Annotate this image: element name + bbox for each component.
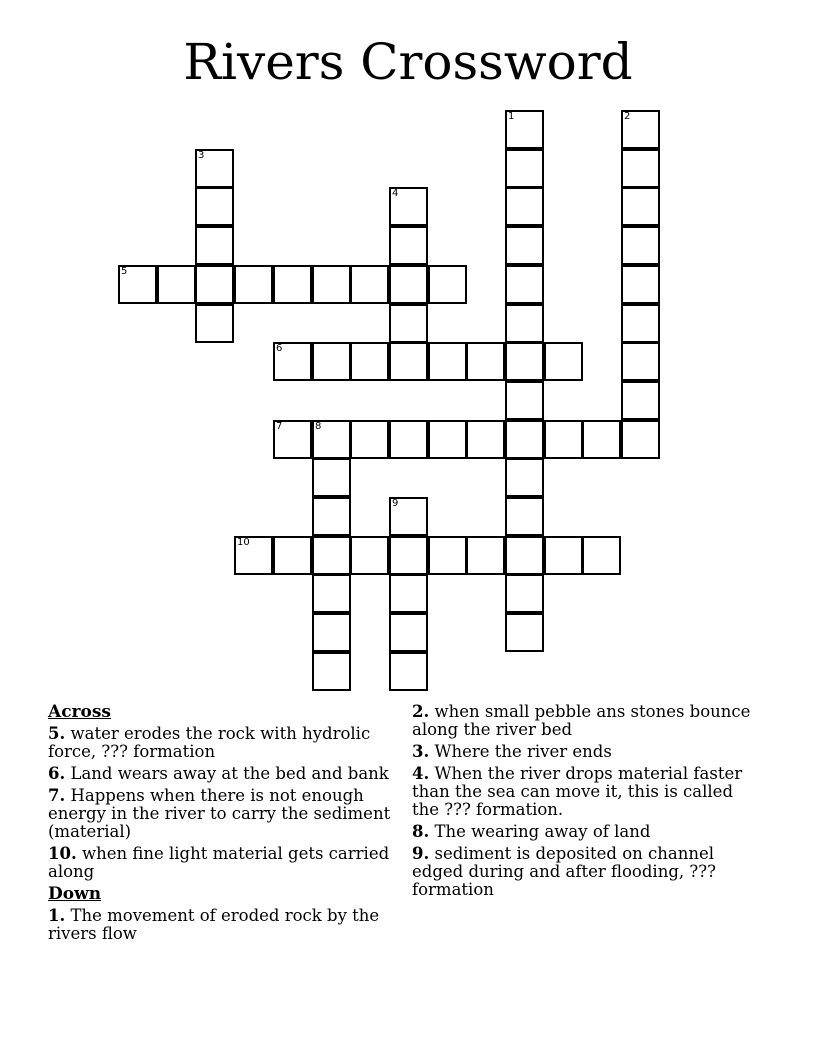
grid-cell[interactable] [621, 420, 660, 459]
clue-number: 2 [624, 111, 631, 122]
grid-cell[interactable] [195, 149, 234, 188]
grid-cell[interactable] [389, 265, 428, 304]
clue-number: 6 [276, 343, 283, 354]
grid-cell[interactable] [428, 536, 467, 575]
grid-cell[interactable] [505, 420, 544, 459]
grid-cell[interactable] [505, 458, 544, 497]
grid-cell[interactable] [582, 420, 621, 459]
grid-cell[interactable] [312, 652, 351, 691]
grid-cell[interactable] [350, 420, 389, 459]
clue-down-2: 2. when small pebble ans stones bounce along the river bed [412, 702, 751, 739]
grid-cell[interactable] [389, 652, 428, 691]
grid-cell[interactable] [505, 187, 544, 226]
grid-cell[interactable] [466, 536, 505, 575]
grid-cell[interactable] [312, 342, 351, 381]
grid-cell[interactable] [505, 381, 544, 420]
grid-cell[interactable] [350, 536, 389, 575]
grid-cell[interactable] [621, 342, 660, 381]
clue-number: 7 [276, 421, 283, 432]
grid-cell[interactable] [273, 342, 312, 381]
clue-number: 10 [237, 537, 250, 548]
across-heading: Across [48, 702, 111, 722]
grid-cell[interactable] [312, 420, 351, 459]
grid-cell[interactable] [234, 265, 273, 304]
clue-number: 5 [121, 266, 128, 277]
grid-cell[interactable] [195, 265, 234, 304]
grid-cell[interactable] [312, 265, 351, 304]
grid-cell[interactable] [389, 497, 428, 536]
grid-cell[interactable] [428, 265, 467, 304]
grid-cell[interactable] [312, 536, 351, 575]
clue-number: 3 [198, 150, 205, 161]
clue-down-1: 1. The movement of eroded rock by the rivers flow [48, 906, 380, 943]
grid-cell[interactable] [428, 342, 467, 381]
grid-cell[interactable] [505, 265, 544, 304]
grid-cell[interactable] [350, 342, 389, 381]
grid-cell[interactable] [621, 381, 660, 420]
grid-cell[interactable] [234, 536, 273, 575]
down-heading: Down [48, 884, 102, 904]
grid-cell[interactable] [621, 304, 660, 343]
grid-cell[interactable] [118, 265, 157, 304]
clue-across-5: 5. water erodes the rock with hydrolic force, ??? formation [48, 724, 371, 761]
clues-column-right [412, 703, 762, 903]
grid-cell[interactable] [157, 265, 196, 304]
grid-cell[interactable] [505, 226, 544, 265]
grid-cell[interactable] [389, 226, 428, 265]
clue-number: 1 [508, 111, 515, 122]
clue-across-10: 10. when fine light material gets carried along [48, 844, 390, 881]
clue-number: 4 [392, 188, 399, 199]
clue-down-4: 4. When the river drops material faster than the sea can move it, this is called the ??? formation. [412, 764, 743, 819]
clue-down-8: 8. The wearing away of land [412, 822, 651, 841]
grid-cell[interactable] [621, 187, 660, 226]
grid-cell[interactable] [544, 342, 583, 381]
grid-cell[interactable] [312, 458, 351, 497]
grid-cell[interactable] [582, 536, 621, 575]
grid-cell[interactable] [544, 420, 583, 459]
grid-cell[interactable] [273, 536, 312, 575]
grid-cell[interactable] [428, 420, 467, 459]
grid-cell[interactable] [505, 149, 544, 188]
grid-cell[interactable] [505, 536, 544, 575]
grid-cell[interactable] [505, 342, 544, 381]
clue-across-7: 7. Happens when there is not enough energy in the river to carry the sediment (material) [48, 786, 391, 841]
grid-cell[interactable] [621, 265, 660, 304]
grid-cell[interactable] [389, 613, 428, 652]
grid-cell[interactable] [389, 536, 428, 575]
page-title: Rivers Crossword [183, 33, 633, 91]
grid-cell[interactable] [195, 187, 234, 226]
grid-cell[interactable] [273, 420, 312, 459]
grid-cell[interactable] [389, 187, 428, 226]
grid-cell[interactable] [312, 497, 351, 536]
grid-cell[interactable] [505, 497, 544, 536]
grid-cell[interactable] [505, 613, 544, 652]
grid-cell[interactable] [466, 342, 505, 381]
grid-cell[interactable] [389, 304, 428, 343]
grid-cell[interactable] [505, 110, 544, 149]
clue-down-9: 9. sediment is deposited on channel edged during and after flooding, ??? formation [412, 844, 716, 899]
grid-cell[interactable] [621, 110, 660, 149]
clue-number: 8 [315, 421, 322, 432]
grid-cell[interactable] [195, 304, 234, 343]
grid-cell[interactable] [389, 574, 428, 613]
grid-cell[interactable] [466, 420, 505, 459]
grid-cell[interactable] [505, 574, 544, 613]
grid-cell[interactable] [621, 226, 660, 265]
grid-cell[interactable] [389, 342, 428, 381]
grid-cell[interactable] [505, 304, 544, 343]
grid-cell[interactable] [389, 420, 428, 459]
grid-cell[interactable] [312, 613, 351, 652]
clue-across-6: 6. Land wears away at the bed and bank [48, 764, 389, 783]
grid-cell[interactable] [312, 574, 351, 613]
grid-cell[interactable] [195, 226, 234, 265]
clues-column-left [48, 703, 393, 947]
grid-cell[interactable] [544, 536, 583, 575]
grid-cell[interactable] [273, 265, 312, 304]
grid-cell[interactable] [621, 149, 660, 188]
clue-number: 9 [392, 498, 399, 509]
grid-cell[interactable] [350, 265, 389, 304]
clue-down-3: 3. Where the river ends [412, 742, 612, 761]
